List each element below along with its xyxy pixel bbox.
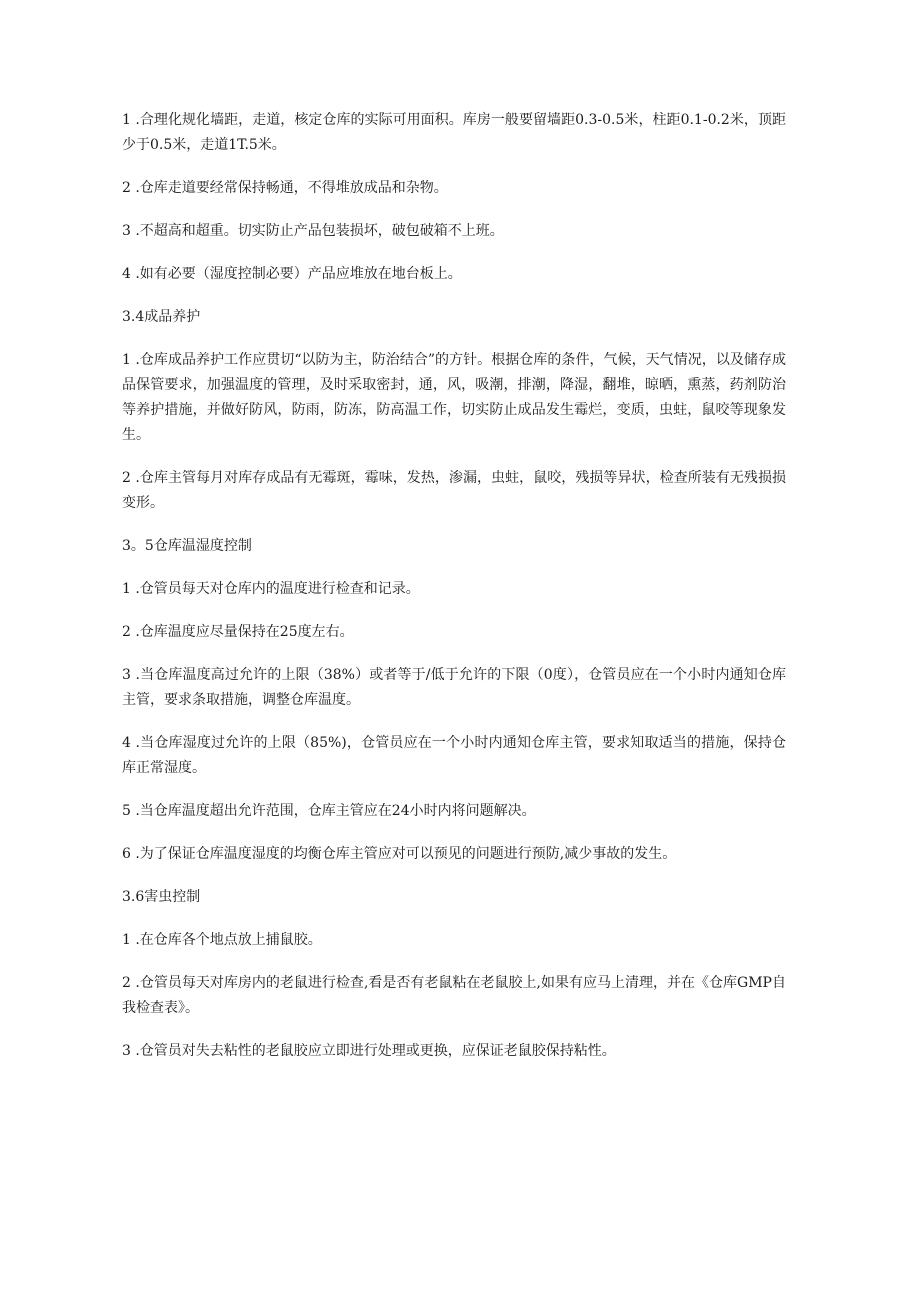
- paragraph-temp-target: 2 .仓库温度应尽量保持在25度左右。: [122, 624, 354, 640]
- paragraph-prevention: 6 .为了保证仓库温度湿度的均衡仓库主管应对可以预见的问题进行预防,减少事故的发生。: [122, 846, 677, 862]
- paragraph-temp-limits: 3 .当仓库温度高过允许的上限（38%）或者等于/低于允许的下限（0度），仓管员应在一个小时内通知仓库主管，要求条取措施，调整仓库温度。: [122, 667, 786, 708]
- document-body: [122, 108, 786, 1082]
- paragraph-rat-glue: 1 .在仓库各个地点放上捕鼠胶。: [122, 932, 322, 948]
- section-heading-3-4: 3.4成品养护: [122, 309, 201, 325]
- paragraph-replace-glue: 3 .仓管员对失去粘性的老鼠胶应立即进行处理或更换，应保证老鼠胶保持粘性。: [122, 1043, 616, 1059]
- section-heading-3-5: 3。5仓库温湿度控制: [122, 538, 252, 554]
- paragraph-resolve-24h: 5 .当仓库温度超出允许范围，仓库主管应在24小时内将问题解决。: [122, 803, 536, 819]
- paragraph-height-weight: 3 .不超高和超重。切实防止产品包装损坏，破包破箱不上班。: [122, 223, 504, 239]
- paragraph-maintenance-policy: 1 .仓库成品养护工作应贯切“以防为主，防治结合”的方针。根据仓库的条件，气候，天气情况，以及储存成品保管要求，加强温度的管理，及时采取密封，通，风，吸潮，排潮，降湿，翻堆，晾晒，熏蒸，药剂防治等养护措施，并做好防风，防雨，防冻，防高温工作，切实防止成品发生霉烂，变质，虫蛀，鼠咬等现象发生。: [122, 352, 786, 443]
- paragraph-pallet: 4 .如有必要（湿度控制必要）产品应堆放在地台板上。: [122, 266, 462, 282]
- paragraph-aisle-clear: 2 .仓库走道要经常保持畅通，不得堆放成品和杂物。: [122, 180, 448, 196]
- section-heading-3-6: 3.6害虫控制: [122, 889, 201, 905]
- paragraph-wall-spacing: 1 .合理化规化墙距，走道，核定仓库的实际可用面积。库房一般要留墙距0.3-0.5米，柱距0.1-0.2米，顶距少于0.5米，走道1T.5米。: [122, 112, 786, 153]
- paragraph-humidity-limit: 4 .当仓库湿度过允许的上限（85%)，仓管员应在一个小时内通知仓库主管，要求知取适当的措施，保持仓库正常湿度。: [122, 735, 786, 776]
- paragraph-monthly-inspection: 2 .仓库主管每月对库存成品有无霉斑，霉味，发热，渗漏，虫蛀，鼠咬，残损等异状，检查所装有无残损损变形。: [122, 470, 786, 511]
- paragraph-daily-temp-check: 1 .仓管员每天对仓库内的温度进行检查和记录。: [122, 581, 420, 597]
- paragraph-daily-rat-check: 2 .仓管员每天对库房内的老鼠进行检查,看是否有老鼠粘在老鼠胶上,如果有应马上清理，并在《仓库GMP自我检查表》。: [122, 975, 786, 1016]
